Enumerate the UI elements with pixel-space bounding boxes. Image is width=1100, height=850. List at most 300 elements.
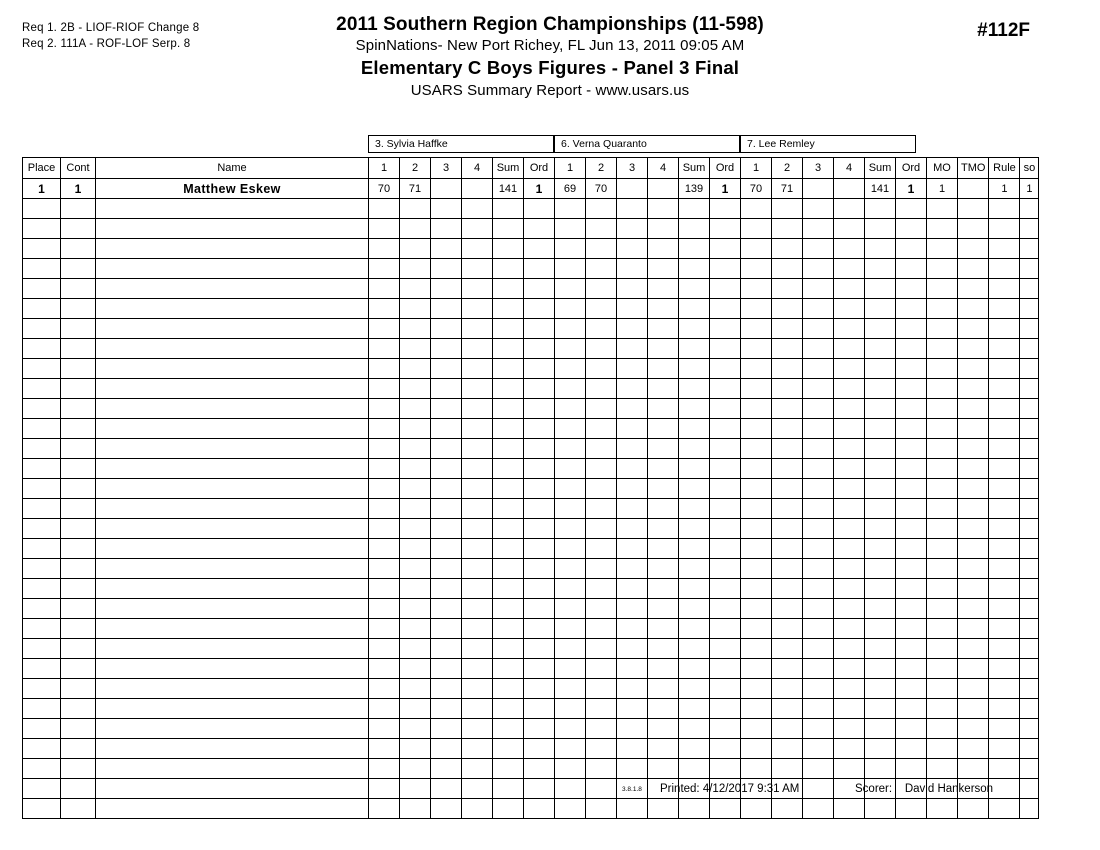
cell-j2-ord[interactable] [710, 519, 741, 539]
cell-rule[interactable]: 1 [989, 179, 1020, 199]
cell-cont[interactable] [61, 719, 96, 739]
cell-j2-ord[interactable]: 1 [710, 179, 741, 199]
cell-j1-f2[interactable] [400, 259, 431, 279]
cell-mo[interactable] [927, 339, 958, 359]
cell-j3-f1[interactable] [741, 439, 772, 459]
cell-j1-f4[interactable] [462, 579, 493, 599]
cell-j3-sum[interactable] [865, 639, 896, 659]
cell-place[interactable] [23, 539, 61, 559]
cell-j2-f2[interactable] [586, 419, 617, 439]
cell-so[interactable] [1020, 779, 1039, 799]
cell-name[interactable] [96, 639, 369, 659]
cell-j1-sum[interactable] [493, 359, 524, 379]
cell-cont[interactable] [61, 559, 96, 579]
cell-j3-f3[interactable] [803, 439, 834, 459]
cell-cont[interactable] [61, 499, 96, 519]
cell-place[interactable] [23, 599, 61, 619]
cell-j3-f4[interactable] [834, 659, 865, 679]
cell-so[interactable] [1020, 519, 1039, 539]
cell-j1-ord[interactable] [524, 319, 555, 339]
cell-j2-f1[interactable] [555, 439, 586, 459]
cell-j2-sum[interactable]: 139 [679, 179, 710, 199]
cell-j2-ord[interactable] [710, 299, 741, 319]
cell-mo[interactable] [927, 479, 958, 499]
cell-j3-f2[interactable] [772, 799, 803, 819]
cell-j3-f2[interactable] [772, 499, 803, 519]
cell-j3-ord[interactable] [896, 699, 927, 719]
cell-place[interactable] [23, 739, 61, 759]
cell-j2-ord[interactable] [710, 359, 741, 379]
cell-j2-ord[interactable] [710, 579, 741, 599]
cell-cont[interactable] [61, 299, 96, 319]
cell-j3-f3[interactable] [803, 539, 834, 559]
cell-j1-f4[interactable] [462, 739, 493, 759]
cell-tmo[interactable] [958, 279, 989, 299]
cell-so[interactable]: 1 [1020, 179, 1039, 199]
cell-cont[interactable] [61, 799, 96, 819]
table-row[interactable] [23, 259, 1039, 279]
cell-j2-ord[interactable] [710, 599, 741, 619]
cell-j1-f4[interactable] [462, 519, 493, 539]
cell-j3-f4[interactable] [834, 259, 865, 279]
cell-mo[interactable] [927, 419, 958, 439]
cell-j2-f4[interactable] [648, 799, 679, 819]
cell-j3-f2[interactable] [772, 279, 803, 299]
cell-rule[interactable] [989, 279, 1020, 299]
cell-j3-f1[interactable] [741, 259, 772, 279]
cell-j3-f2[interactable] [772, 599, 803, 619]
cell-j2-f2[interactable] [586, 439, 617, 459]
cell-j3-f4[interactable] [834, 759, 865, 779]
cell-rule[interactable] [989, 619, 1020, 639]
cell-j3-ord[interactable] [896, 439, 927, 459]
cell-j2-sum[interactable] [679, 659, 710, 679]
cell-j3-f1[interactable] [741, 219, 772, 239]
cell-j1-f1[interactable] [369, 459, 400, 479]
cell-place[interactable] [23, 679, 61, 699]
cell-so[interactable] [1020, 539, 1039, 559]
cell-tmo[interactable] [958, 459, 989, 479]
cell-j2-f4[interactable] [648, 659, 679, 679]
cell-j2-ord[interactable] [710, 319, 741, 339]
cell-j3-sum[interactable] [865, 539, 896, 559]
cell-j1-f3[interactable] [431, 239, 462, 259]
table-row[interactable] [23, 459, 1039, 479]
cell-j1-ord[interactable] [524, 419, 555, 439]
cell-j1-f4[interactable] [462, 419, 493, 439]
cell-mo[interactable] [927, 619, 958, 639]
cell-tmo[interactable] [958, 679, 989, 699]
table-row[interactable] [23, 539, 1039, 559]
cell-j2-sum[interactable] [679, 239, 710, 259]
cell-j3-f4[interactable] [834, 499, 865, 519]
cell-j1-sum[interactable] [493, 619, 524, 639]
cell-cont[interactable] [61, 259, 96, 279]
cell-place[interactable] [23, 299, 61, 319]
cell-j1-f3[interactable] [431, 439, 462, 459]
cell-j1-f4[interactable] [462, 559, 493, 579]
cell-j2-sum[interactable] [679, 599, 710, 619]
cell-j3-f2[interactable] [772, 699, 803, 719]
cell-j3-f1[interactable] [741, 239, 772, 259]
cell-j1-f2[interactable] [400, 399, 431, 419]
cell-j1-sum[interactable] [493, 599, 524, 619]
cell-j1-f2[interactable] [400, 319, 431, 339]
cell-j1-f2[interactable]: 71 [400, 179, 431, 199]
cell-j2-f1[interactable] [555, 799, 586, 819]
cell-j2-f3[interactable] [617, 479, 648, 499]
cell-j3-f1[interactable]: 70 [741, 179, 772, 199]
cell-j1-f2[interactable] [400, 199, 431, 219]
table-row[interactable] [23, 699, 1039, 719]
cell-j2-f2[interactable] [586, 479, 617, 499]
cell-j1-f4[interactable] [462, 439, 493, 459]
cell-j1-f1[interactable] [369, 379, 400, 399]
cell-j1-sum[interactable] [493, 699, 524, 719]
cell-j2-f1[interactable] [555, 219, 586, 239]
cell-mo[interactable] [927, 359, 958, 379]
cell-j3-sum[interactable] [865, 559, 896, 579]
cell-j1-f3[interactable] [431, 699, 462, 719]
cell-j2-ord[interactable] [710, 679, 741, 699]
cell-j3-f4[interactable] [834, 419, 865, 439]
cell-j2-ord[interactable] [710, 259, 741, 279]
cell-j1-f1[interactable] [369, 439, 400, 459]
cell-j1-f3[interactable] [431, 199, 462, 219]
cell-j2-f2[interactable] [586, 239, 617, 259]
cell-j2-f2[interactable] [586, 659, 617, 679]
cell-j1-f4[interactable] [462, 639, 493, 659]
cell-j1-ord[interactable] [524, 579, 555, 599]
cell-cont[interactable] [61, 319, 96, 339]
cell-j2-f3[interactable] [617, 719, 648, 739]
cell-tmo[interactable] [958, 719, 989, 739]
cell-rule[interactable] [989, 599, 1020, 619]
cell-place[interactable] [23, 219, 61, 239]
cell-j3-ord[interactable] [896, 579, 927, 599]
cell-j1-f4[interactable] [462, 199, 493, 219]
cell-j2-ord[interactable] [710, 759, 741, 779]
cell-j1-sum[interactable] [493, 339, 524, 359]
cell-j3-f2[interactable] [772, 579, 803, 599]
cell-tmo[interactable] [958, 659, 989, 679]
cell-j2-sum[interactable] [679, 339, 710, 359]
cell-j2-ord[interactable] [710, 539, 741, 559]
cell-j2-f2[interactable] [586, 679, 617, 699]
cell-j3-ord[interactable] [896, 599, 927, 619]
cell-j3-f4[interactable] [834, 739, 865, 759]
cell-j1-f1[interactable] [369, 519, 400, 539]
cell-j1-ord[interactable] [524, 259, 555, 279]
cell-j1-ord[interactable] [524, 699, 555, 719]
cell-mo[interactable] [927, 259, 958, 279]
cell-rule[interactable] [989, 699, 1020, 719]
cell-j3-f3[interactable] [803, 199, 834, 219]
cell-tmo[interactable] [958, 179, 989, 199]
table-row[interactable] [23, 439, 1039, 459]
cell-j3-f3[interactable] [803, 639, 834, 659]
cell-j2-f1[interactable] [555, 559, 586, 579]
cell-mo[interactable] [927, 199, 958, 219]
cell-j1-f4[interactable] [462, 759, 493, 779]
cell-cont[interactable] [61, 779, 96, 799]
cell-name[interactable] [96, 499, 369, 519]
cell-j2-sum[interactable] [679, 559, 710, 579]
cell-j2-f3[interactable] [617, 399, 648, 419]
cell-j2-f1[interactable] [555, 339, 586, 359]
cell-j3-f2[interactable] [772, 219, 803, 239]
cell-j1-sum[interactable] [493, 439, 524, 459]
cell-j3-ord[interactable] [896, 659, 927, 679]
cell-j2-f3[interactable] [617, 219, 648, 239]
cell-tmo[interactable] [958, 499, 989, 519]
cell-j2-sum[interactable] [679, 619, 710, 639]
cell-j1-f1[interactable] [369, 719, 400, 739]
cell-j3-f3[interactable] [803, 659, 834, 679]
cell-j3-f2[interactable] [772, 539, 803, 559]
cell-j1-sum[interactable] [493, 539, 524, 559]
cell-j1-f1[interactable] [369, 639, 400, 659]
cell-j3-ord[interactable]: 1 [896, 179, 927, 199]
cell-j3-f1[interactable] [741, 279, 772, 299]
cell-j1-f4[interactable] [462, 619, 493, 639]
cell-j1-sum[interactable] [493, 679, 524, 699]
cell-mo[interactable] [927, 679, 958, 699]
cell-j2-f4[interactable] [648, 239, 679, 259]
cell-j2-f3[interactable] [617, 619, 648, 639]
cell-j3-sum[interactable] [865, 239, 896, 259]
cell-j1-f3[interactable] [431, 739, 462, 759]
cell-j1-f2[interactable] [400, 679, 431, 699]
cell-j2-f1[interactable] [555, 399, 586, 419]
cell-name[interactable] [96, 519, 369, 539]
cell-place[interactable] [23, 519, 61, 539]
cell-j2-f1[interactable] [555, 739, 586, 759]
cell-j1-f1[interactable] [369, 799, 400, 819]
cell-place[interactable] [23, 439, 61, 459]
cell-j1-f3[interactable] [431, 339, 462, 359]
cell-j3-sum[interactable] [865, 479, 896, 499]
cell-j1-ord[interactable] [524, 459, 555, 479]
cell-j3-ord[interactable] [896, 559, 927, 579]
cell-j2-f4[interactable] [648, 319, 679, 339]
cell-j1-f3[interactable] [431, 799, 462, 819]
cell-j3-sum[interactable] [865, 799, 896, 819]
cell-mo[interactable] [927, 599, 958, 619]
cell-j3-f4[interactable] [834, 799, 865, 819]
cell-tmo[interactable] [958, 219, 989, 239]
cell-j1-f1[interactable] [369, 239, 400, 259]
table-row[interactable] [23, 339, 1039, 359]
cell-rule[interactable] [989, 199, 1020, 219]
cell-j1-f4[interactable] [462, 599, 493, 619]
cell-cont[interactable] [61, 459, 96, 479]
cell-j3-f2[interactable] [772, 339, 803, 359]
cell-j3-f3[interactable] [803, 219, 834, 239]
cell-j3-ord[interactable] [896, 279, 927, 299]
cell-j2-f1[interactable] [555, 659, 586, 679]
cell-j1-ord[interactable] [524, 379, 555, 399]
cell-name[interactable] [96, 799, 369, 819]
cell-j2-f3[interactable] [617, 499, 648, 519]
cell-so[interactable] [1020, 499, 1039, 519]
cell-j3-sum[interactable] [865, 259, 896, 279]
cell-j1-sum[interactable] [493, 719, 524, 739]
cell-j3-f3[interactable] [803, 739, 834, 759]
cell-mo[interactable] [927, 579, 958, 599]
cell-name[interactable] [96, 779, 369, 799]
cell-j3-f3[interactable] [803, 519, 834, 539]
cell-j1-f3[interactable] [431, 719, 462, 739]
cell-j2-f2[interactable] [586, 499, 617, 519]
cell-j3-ord[interactable] [896, 319, 927, 339]
cell-j2-ord[interactable] [710, 399, 741, 419]
cell-j2-f3[interactable] [617, 519, 648, 539]
cell-j2-f4[interactable] [648, 399, 679, 419]
cell-j1-f3[interactable] [431, 659, 462, 679]
cell-j1-sum[interactable] [493, 379, 524, 399]
cell-j1-f3[interactable] [431, 259, 462, 279]
cell-tmo[interactable] [958, 699, 989, 719]
cell-tmo[interactable] [958, 399, 989, 419]
cell-j1-f1[interactable] [369, 359, 400, 379]
cell-j1-sum[interactable] [493, 459, 524, 479]
cell-j2-f3[interactable] [617, 239, 648, 259]
cell-so[interactable] [1020, 559, 1039, 579]
cell-j2-sum[interactable] [679, 279, 710, 299]
cell-j3-f1[interactable] [741, 619, 772, 639]
cell-j2-ord[interactable] [710, 439, 741, 459]
cell-so[interactable] [1020, 299, 1039, 319]
cell-j1-f4[interactable] [462, 399, 493, 419]
cell-tmo[interactable] [958, 259, 989, 279]
cell-j1-f2[interactable] [400, 599, 431, 619]
cell-j2-f4[interactable] [648, 279, 679, 299]
cell-place[interactable] [23, 339, 61, 359]
cell-j3-f2[interactable] [772, 519, 803, 539]
table-row[interactable] [23, 639, 1039, 659]
cell-j1-sum[interactable] [493, 499, 524, 519]
cell-j1-sum[interactable] [493, 579, 524, 599]
cell-rule[interactable] [989, 759, 1020, 779]
cell-j3-f4[interactable] [834, 639, 865, 659]
cell-j2-ord[interactable] [710, 639, 741, 659]
cell-j1-ord[interactable] [524, 479, 555, 499]
cell-j3-f1[interactable] [741, 679, 772, 699]
cell-name[interactable] [96, 279, 369, 299]
cell-j2-f1[interactable] [555, 639, 586, 659]
cell-j1-f3[interactable] [431, 359, 462, 379]
cell-place[interactable] [23, 399, 61, 419]
cell-j3-sum[interactable] [865, 439, 896, 459]
cell-j1-ord[interactable] [524, 559, 555, 579]
cell-j2-f4[interactable] [648, 519, 679, 539]
cell-j2-f3[interactable] [617, 639, 648, 659]
cell-j1-f3[interactable] [431, 319, 462, 339]
cell-j3-sum[interactable] [865, 719, 896, 739]
cell-j3-f1[interactable] [741, 539, 772, 559]
cell-place[interactable] [23, 379, 61, 399]
cell-rule[interactable] [989, 719, 1020, 739]
cell-j1-f4[interactable] [462, 219, 493, 239]
cell-j1-sum[interactable] [493, 219, 524, 239]
cell-j1-f1[interactable] [369, 619, 400, 639]
cell-j3-f3[interactable] [803, 419, 834, 439]
cell-j3-sum[interactable] [865, 579, 896, 599]
cell-cont[interactable] [61, 659, 96, 679]
cell-j3-f2[interactable] [772, 379, 803, 399]
cell-j1-sum[interactable] [493, 199, 524, 219]
cell-j2-f1[interactable] [555, 479, 586, 499]
cell-so[interactable] [1020, 719, 1039, 739]
cell-j2-f1[interactable] [555, 259, 586, 279]
cell-place[interactable] [23, 759, 61, 779]
cell-j1-f3[interactable] [431, 279, 462, 299]
cell-rule[interactable] [989, 539, 1020, 559]
cell-j2-ord[interactable] [710, 199, 741, 219]
cell-place[interactable] [23, 619, 61, 639]
cell-j3-f2[interactable] [772, 659, 803, 679]
cell-j2-f4[interactable] [648, 699, 679, 719]
cell-mo[interactable] [927, 379, 958, 399]
cell-j1-f1[interactable] [369, 579, 400, 599]
cell-mo[interactable] [927, 799, 958, 819]
cell-j3-sum[interactable] [865, 499, 896, 519]
cell-j1-f2[interactable] [400, 359, 431, 379]
cell-j1-ord[interactable] [524, 799, 555, 819]
cell-rule[interactable] [989, 419, 1020, 439]
cell-j3-f2[interactable] [772, 679, 803, 699]
cell-tmo[interactable] [958, 619, 989, 639]
cell-rule[interactable] [989, 499, 1020, 519]
cell-so[interactable] [1020, 199, 1039, 219]
cell-cont[interactable] [61, 619, 96, 639]
table-row[interactable] [23, 399, 1039, 419]
cell-j2-f4[interactable] [648, 559, 679, 579]
cell-j3-f2[interactable] [772, 479, 803, 499]
table-row[interactable] [23, 519, 1039, 539]
cell-j2-sum[interactable] [679, 699, 710, 719]
cell-j3-f2[interactable] [772, 239, 803, 259]
cell-j2-sum[interactable] [679, 459, 710, 479]
cell-j1-f3[interactable] [431, 399, 462, 419]
cell-place[interactable] [23, 359, 61, 379]
cell-j3-f4[interactable] [834, 719, 865, 739]
cell-j3-f4[interactable] [834, 479, 865, 499]
cell-j1-sum[interactable] [493, 239, 524, 259]
cell-j2-f2[interactable] [586, 579, 617, 599]
cell-tmo[interactable] [958, 559, 989, 579]
cell-j1-sum[interactable] [493, 759, 524, 779]
cell-j1-ord[interactable] [524, 739, 555, 759]
cell-tmo[interactable] [958, 199, 989, 219]
cell-j2-f3[interactable] [617, 599, 648, 619]
cell-j3-f1[interactable] [741, 739, 772, 759]
cell-place[interactable] [23, 579, 61, 599]
cell-j2-f4[interactable] [648, 419, 679, 439]
cell-j1-ord[interactable] [524, 679, 555, 699]
cell-so[interactable] [1020, 639, 1039, 659]
cell-j3-f3[interactable] [803, 179, 834, 199]
cell-j1-f1[interactable] [369, 739, 400, 759]
cell-j1-f1[interactable] [369, 559, 400, 579]
cell-j2-f1[interactable] [555, 579, 586, 599]
cell-j1-sum[interactable] [493, 659, 524, 679]
cell-rule[interactable] [989, 639, 1020, 659]
cell-j1-sum[interactable] [493, 739, 524, 759]
cell-j1-f1[interactable] [369, 599, 400, 619]
cell-mo[interactable] [927, 719, 958, 739]
